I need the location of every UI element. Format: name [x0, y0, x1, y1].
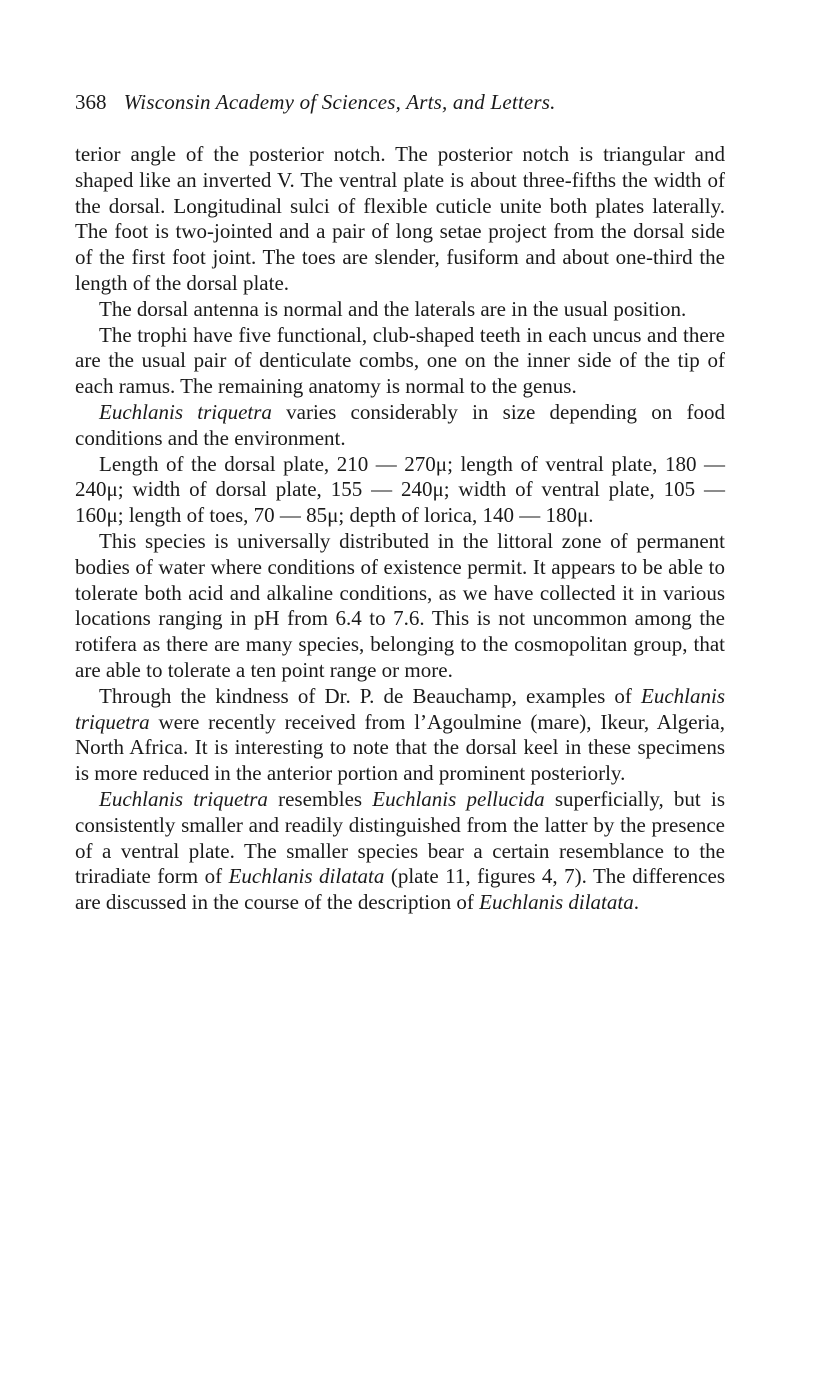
species-name: Euchlanis dilatata	[479, 890, 634, 915]
page-number: 368	[75, 90, 107, 114]
species-name: Euchlanis pellucida	[372, 786, 545, 811]
paragraph-text: resembles	[267, 786, 373, 811]
paragraph-5-measurements: Length of the dorsal plate, 210 — 270μ; length of ventral plate, 180 — 240μ; width of dorsal plate, 155 — 240μ; width of ventral plate, 105 — 160μ; length of toes, 70 — 85μ; depth of lorica, 140 — 180μ.	[75, 451, 725, 528]
paragraph-text: varies considerably in size depending on food conditions and the environment.	[75, 399, 725, 450]
body-text	[75, 142, 725, 916]
running-title: Wisconsin Academy of Sciences, Arts, and Letters.	[123, 90, 556, 114]
paragraph-text: Through the kindness of Dr. P. de Beauchamp, examples of	[99, 683, 641, 708]
paragraph-8	[75, 787, 725, 916]
paragraph-text: superficially, but is consistently smaller and readily distinguished from the latter by the presence of a ventral plate. The smaller species bear a certain resemblance to the triradiate form of	[75, 786, 725, 889]
species-name: Euchlanis dilatata	[228, 864, 385, 889]
running-header	[75, 86, 725, 118]
paragraph-text: were recently received from l’Agoulmine (mare), Ikeur, Algeria, North Africa. It is interesting to note that the dorsal keel in these specimens is more reduced in the anterior portion and prominent posteriorly.	[75, 709, 725, 786]
species-name: Euchlanis triquetra	[99, 786, 268, 811]
paragraph-1: terior angle of the posterior notch. The posterior notch is triangular and shaped like an inverted V. The ventral plate is about three-fifths the width of the dorsal. Longitudinal sulci of flexible cuticle unite both plates laterally. The foot is two-jointed and a pair of long setae project from the dorsal side of the first foot joint. The toes are slender, fusiform and about one-third the length of the dorsal plate.	[75, 142, 725, 295]
paragraph-4	[75, 400, 725, 452]
species-name: Euchlanis triquetra	[99, 399, 272, 424]
paragraph-2: The dorsal antenna is normal and the laterals are in the usual position.	[99, 296, 687, 321]
paragraph-3: The trophi have five functional, club-shaped teeth in each uncus and there are the usual pair of denticulate combs, one on the inner side of the tip of each ramus. The remaining anatomy is normal to the genus.	[75, 322, 725, 399]
species-name: Euchlanis triquetra	[75, 683, 725, 734]
paragraph-7	[75, 684, 725, 787]
paragraph-text: (plate 11, figures 4, 7). The differences are discussed in the course of the description of	[75, 864, 725, 915]
paragraph-text: .	[633, 890, 639, 915]
paragraph-6: This species is universally distributed in the littoral zone of permanent bodies of water where conditions of existence permit. It appears to be able to tolerate both acid and alkaline conditions, as we have collected it in various locations ranging in pH from 6.4 to 7.6. This is not uncommon among the rotifera as there are many species, belonging to the cosmopolitan group, that are able to tolerate a ten point range or more.	[75, 528, 725, 682]
